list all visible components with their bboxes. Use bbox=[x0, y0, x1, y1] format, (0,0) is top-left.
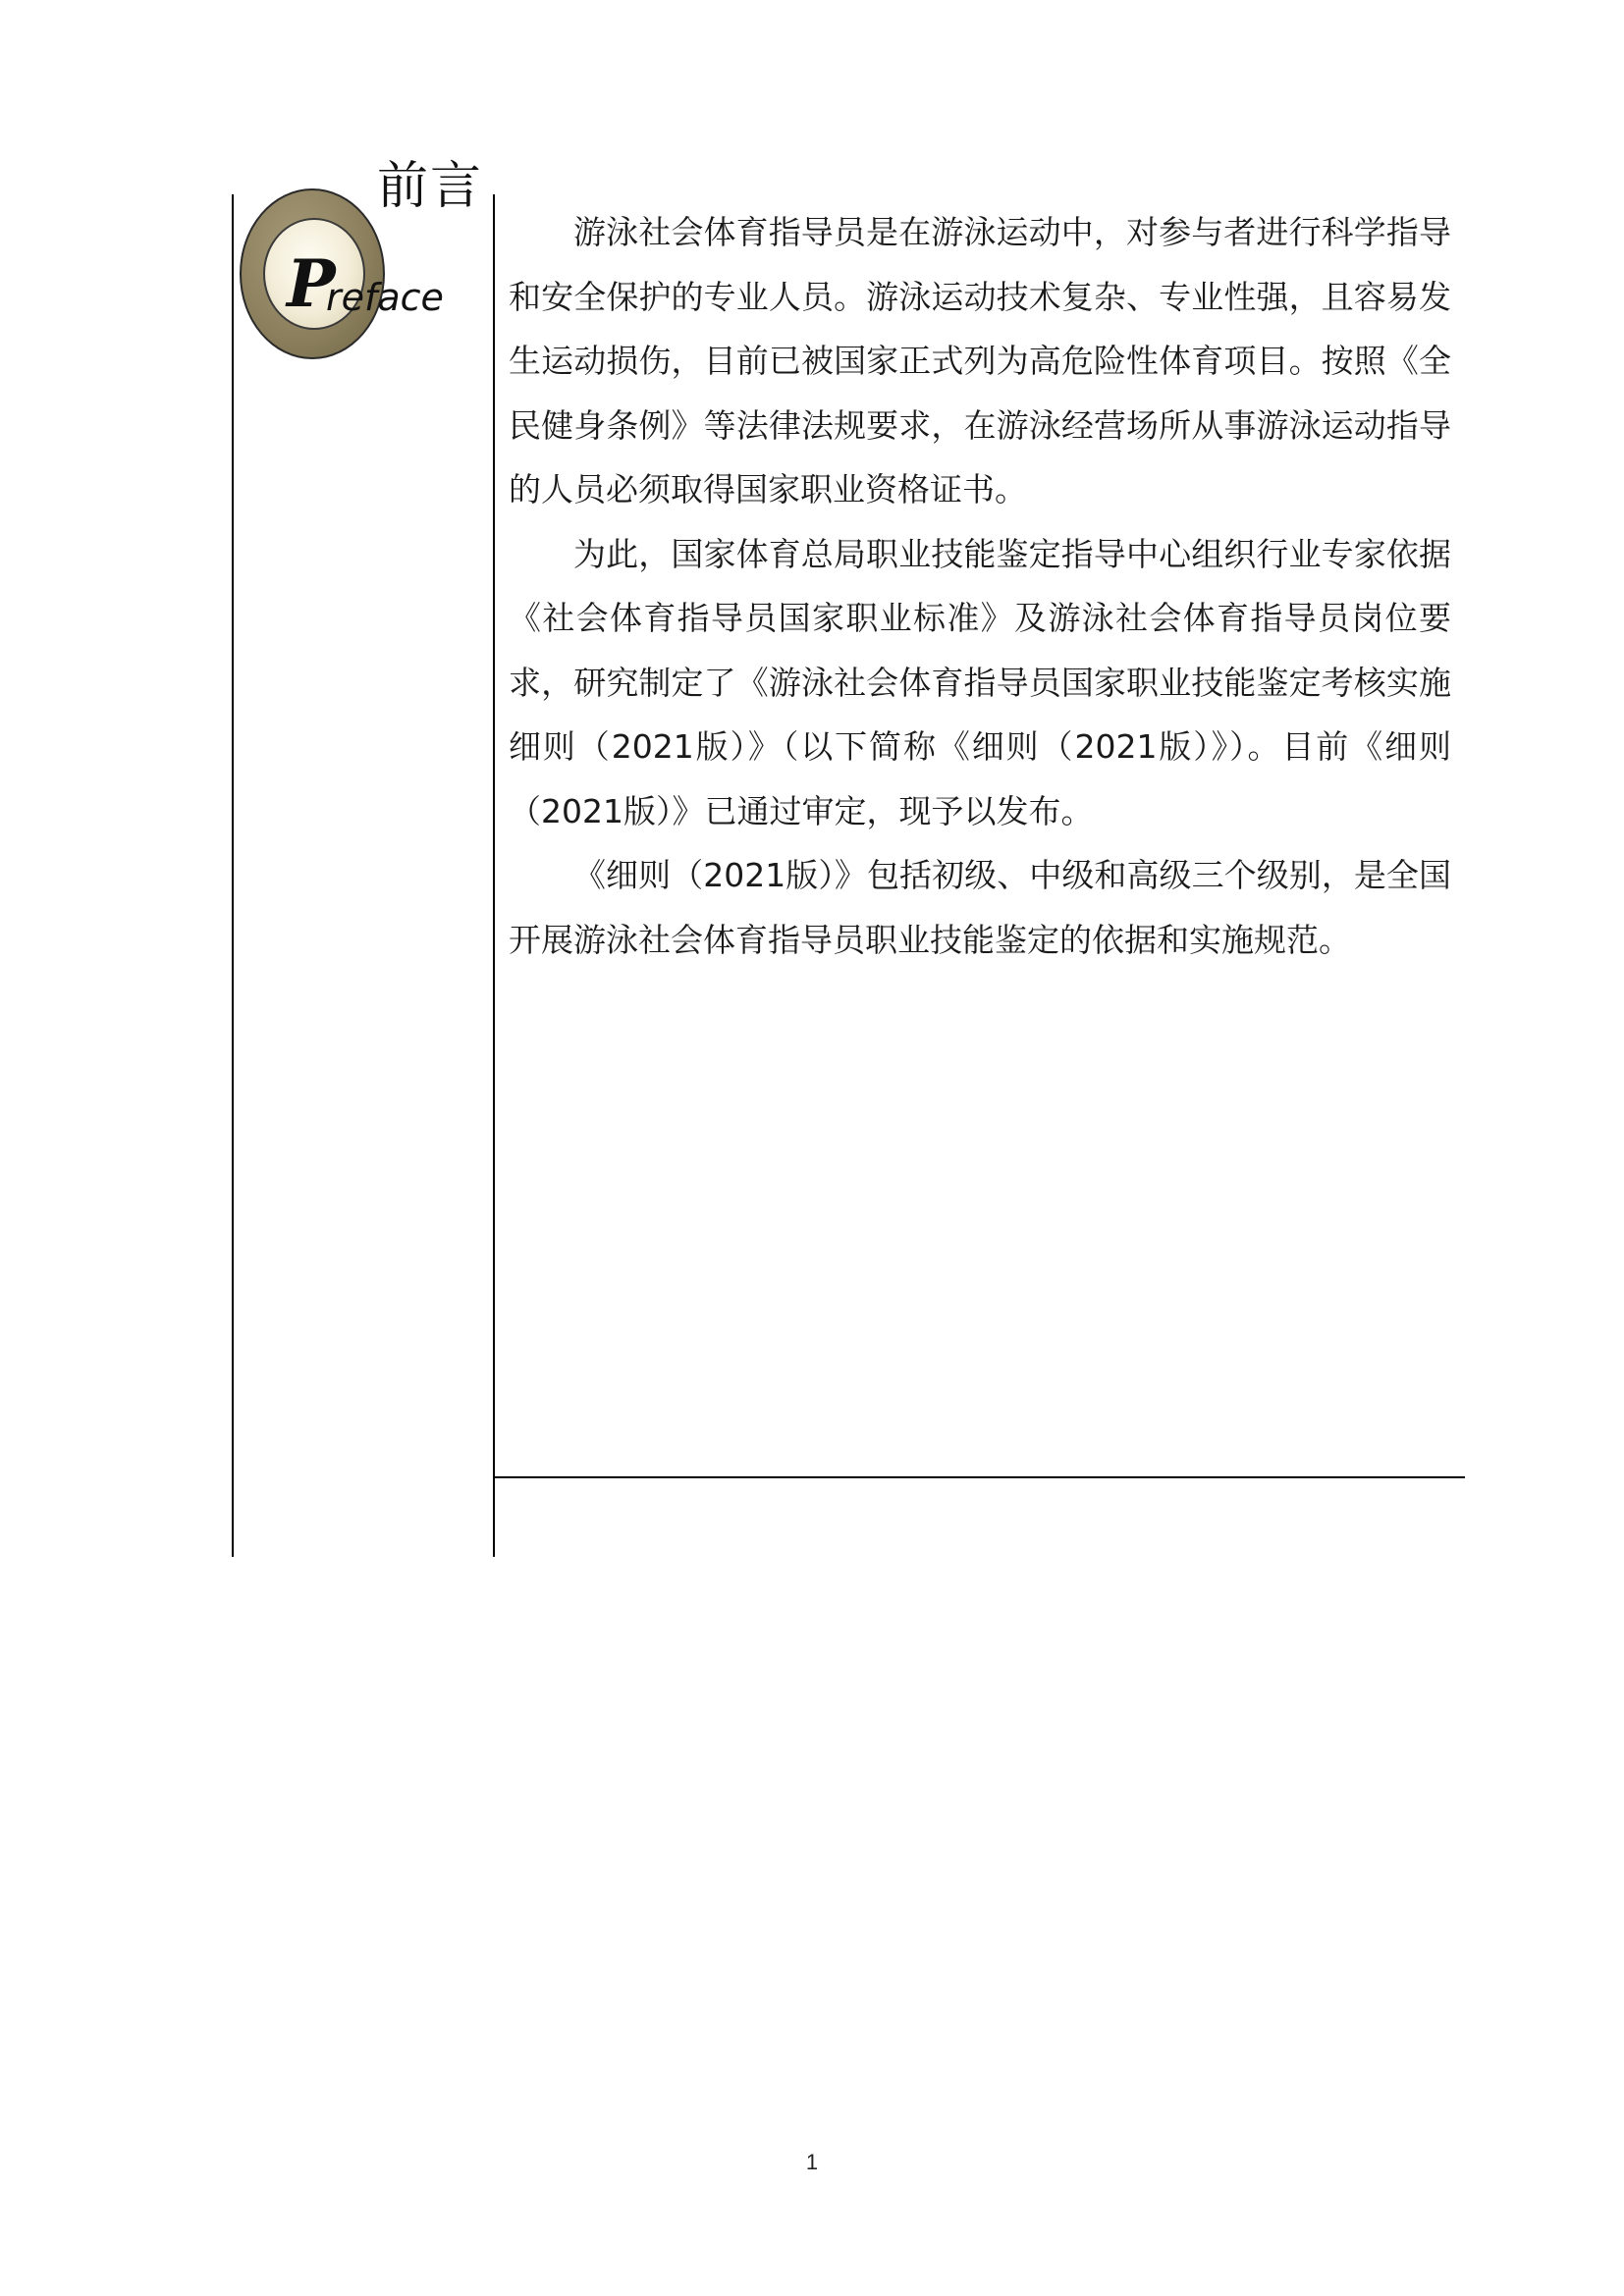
paragraph-3: 《细则（2021版）》包括初级、中级和高级三个级别，是全国开展游泳社会体育指导员职业技能鉴定的依据和实施规范。 bbox=[509, 856, 1451, 959]
middle-vertical-rule bbox=[493, 194, 495, 1557]
bottom-horizontal-rule bbox=[493, 1476, 1465, 1478]
page-number: 1 bbox=[805, 2150, 819, 2174]
emblem-letter: P bbox=[287, 245, 336, 322]
emblem-word: reface bbox=[326, 276, 444, 319]
preface-heading: 前言 bbox=[377, 157, 484, 216]
preface-emblem bbox=[240, 188, 444, 361]
left-vertical-rule bbox=[232, 194, 234, 1557]
paragraph-1: 游泳社会体育指导员是在游泳运动中，对参与者进行科学指导和安全保护的专业人员。游泳运动技术复杂、专业性强，且容易发生运动损伤，目前已被国家正式列为高危险性体育项目。按照《全民健身条例》等法律法规要求，在游泳经营场所从事游泳运动指导的人员必须取得国家职业资格证书。 bbox=[509, 213, 1451, 508]
preface-body bbox=[509, 200, 1451, 972]
paragraph-2: 为此，国家体育总局职业技能鉴定指导中心组织行业专家依据《社会体育指导员国家职业标准》及游泳社会体育指导员岗位要求，研究制定了《游泳社会体育指导员国家职业技能鉴定考核实施细则（2021版）》（以下简称《细则（2021版）》）。目前《细则（2021版）》已通过审定，现予以发布。 bbox=[509, 534, 1451, 830]
